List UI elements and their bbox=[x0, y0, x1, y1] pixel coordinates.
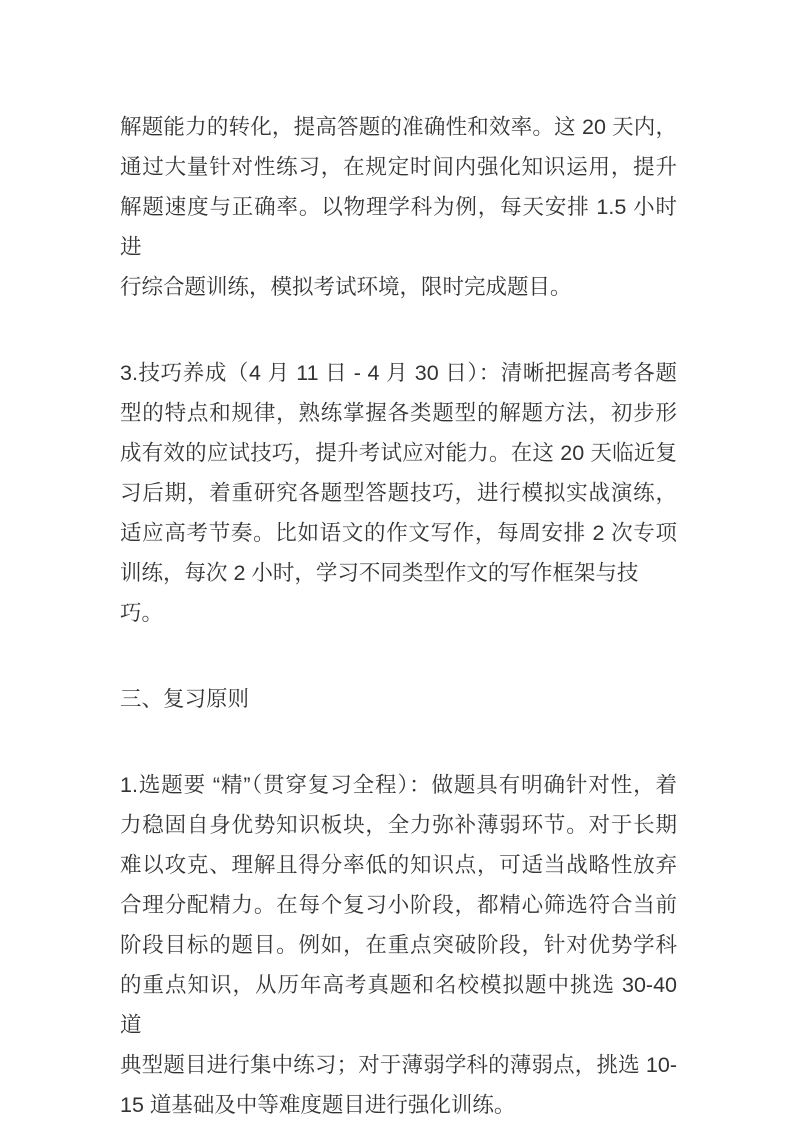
text-line: 15 道基础及中等难度题目进行强化训练。 bbox=[120, 1093, 516, 1117]
text-line: 的重点知识，从历年高考真题和名校模拟题中挑选 30-40 道 bbox=[120, 973, 677, 1037]
paragraph-skill-development bbox=[120, 353, 677, 633]
text-line: 解题能力的转化，提高答题的准确性和效率。这 20 天内， bbox=[120, 115, 677, 139]
text-line: 习后期，着重研究各题型答题技巧，进行模拟实战演练， bbox=[120, 481, 677, 505]
text-line: 合理分配精力。在每个复习小阶段，都精心筛选符合当前 bbox=[120, 893, 677, 917]
document-body bbox=[120, 107, 677, 1122]
text-line: 适应高考节奏。比如语文的作文写作，每周安排 2 次专项 bbox=[120, 521, 677, 545]
text-line: 典型题目进行集中练习；对于薄弱学科的薄弱点，挑选 10- bbox=[120, 1053, 677, 1077]
text-line: 3.技巧养成（4 月 11 日 - 4 月 30 日）：清晰把握高考各题 bbox=[120, 361, 677, 385]
text-line: 阶段目标的题目。例如，在重点突破阶段，针对优势学科 bbox=[120, 933, 677, 957]
heading-line: 三、复习原则 bbox=[120, 687, 250, 711]
text-line: 通过大量针对性练习，在规定时间内强化知识运用，提升 bbox=[120, 155, 677, 179]
text-line: 成有效的应试技巧，提升考试应对能力。在这 20 天临近复 bbox=[120, 441, 677, 465]
text-line: 训练，每次 2 小时，学习不同类型作文的写作框架与技巧。 bbox=[120, 561, 639, 625]
text-line: 难以攻克、理解且得分率低的知识点，可适当战略性放弃 bbox=[120, 853, 677, 877]
heading-review-principles bbox=[120, 679, 677, 719]
text-line: 力稳固自身优势知识板块，全力弥补薄弱环节。对于长期 bbox=[120, 813, 677, 837]
text-line: 解题速度与正确率。以物理学科为例，每天安排 1.5 小时进 bbox=[120, 195, 677, 259]
text-line: 型的特点和规律，熟练掌握各类题型的解题方法，初步形 bbox=[120, 401, 677, 425]
text-line: 1.选题要 “精”（贯穿复习全程）：做题具有明确针对性，着 bbox=[120, 773, 677, 797]
paragraph-problem-selection bbox=[120, 765, 677, 1122]
text-line: 行综合题训练，模拟考试环境，限时完成题目。 bbox=[120, 275, 572, 299]
paragraph-intensive-practice bbox=[120, 107, 677, 307]
